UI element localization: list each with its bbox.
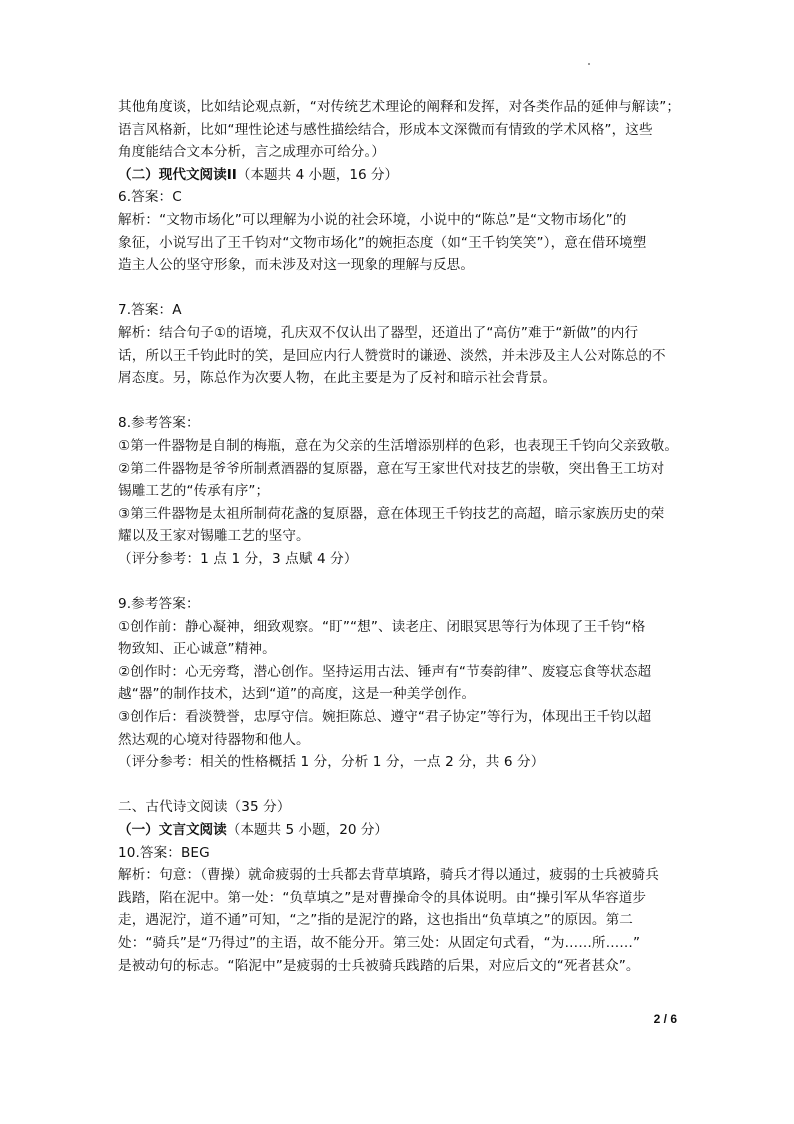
q8-line: ②第二件器物是爷爷所制煮酒器的复原器，意在写王家世代对技艺的崇敬，突出鲁王工坊对 [118,460,665,477]
q6-answer: 6.答案：C [118,189,182,206]
q9-scoring-note: （评分参考：相关的性格概括 1 分，分析 1 分，一点 2 分，共 6 分） [118,754,545,771]
intro-line: 语言风格新，比如“理性论述与感性描绘结合，形成本文深微而有情致的学术风格”，这些 [118,121,653,138]
q6-analysis-line: 造主人公的坚守形象，而未涉及对这一现象的理解与反思。 [118,257,475,274]
q8-line: ①第一件器物是自制的梅瓶，意在为父亲的生活增添别样的色彩，也表现王千钧向父亲致敬。 [118,437,679,454]
q7-answer: 7.答案：A [118,302,182,319]
q9-line: ②创作时：心无旁骛，潜心创作。坚持运用古法、锤声有“节奏韵律”、废寝忘食等状态超 [118,663,652,680]
q9-title: 9.参考答案： [118,596,200,613]
q10-analysis-line: 处：“骑兵”是“乃得过”的主语，故不能分开。第三处：从固定句式看，“为……所……” [118,934,641,951]
answer-content [118,96,681,977]
subsection-heading-title: （一）文言文阅读 [118,822,227,838]
q8-line: ③第三件器物是太祖所制荷花盏的复原器，意在体现王千钧技艺的高超，暗示家族历史的荣 [118,505,665,522]
intro-line: 其他角度谈，比如结论观点新，“对传统艺术理论的阐释和发挥，对各类作品的延伸与解读”； [118,99,681,115]
q6-analysis-line: 解析：“文物市场化”可以理解为小说的社会环境，小说中的“陈总”是“文物市场化”的 [118,211,627,228]
scan-dot [588,63,590,65]
section-heading-note: （本题共 4 小题，16 分） [236,166,399,183]
q9-line: 越“器”的制作技术，达到“道”的高度，这是一种美学创作。 [118,686,476,703]
intro-line: 角度能结合文本分析，言之成理亦可给分。） [118,144,386,161]
q8-scoring-note: （评分参考：1 点 1 分，3 点赋 4 分） [118,550,358,567]
q10-analysis-line: 解析：句意：（曹操）就命疲弱的士兵都去背草填路，骑兵才得以通过，疲弱的士兵被骑兵 [118,867,659,884]
q7-analysis-line: 解析：结合句子①的语境，孔庆双不仅认出了器型，还道出了“高仿”难于“新做”的内行 [118,324,639,341]
section-heading-title: （二）现代文阅读II [118,166,237,183]
subsection-heading-note: （本题共 5 小题，20 分） [226,822,389,838]
q10-analysis-line: 走，遇泥泞，道不通”可知，“之”指的是泥泞的路，这也指出“负草填之”的原因。第二 [118,912,633,929]
q7-analysis-line: 屑态度。另，陈总作为次要人物，在此主要是为了反衬和暗示社会背景。 [118,370,557,387]
q8-line: 耀以及王家对锡雕工艺的坚守。 [118,528,310,545]
q9-line: 物致知、正心诚意”精神。 [118,641,276,658]
q10-answer: 10.答案：BEG [118,844,210,861]
q8-line: 锡雕工艺的“传承有序”； [118,483,270,500]
subsection-heading [118,819,678,842]
q9-line: 然达观的心境对待器物和他人。 [118,731,310,748]
q9-line: ③创作后：看淡赞誉，忠厚守信。婉拒陈总、遵守“君子协定”等行为，体现出王千钧以超 [118,709,652,726]
q7-analysis-line: 话，所以王千钧此时的笑，是回应内行人赞赏时的谦逊、淡然，并未涉及主人公对陈总的不 [118,347,666,364]
section-heading [118,164,678,187]
q10-analysis-line: 是被动句的标志。“陷泥中”是疲弱的士兵被骑兵践踏的后果，对应后文的“死者甚众”。 [118,957,640,974]
q6-analysis-line: 象征，小说写出了王千钧对“文物市场化”的婉拒态度（如“王千钧笑笑”），意在借环境塑 [118,234,647,251]
page-number: 2 / 6 [653,1012,677,1026]
part-heading: 二、古代诗文阅读（35 分） [118,799,291,816]
q10-analysis-line: 践踏，陷在泥中。第一处：“负草填之”是对曹操命令的具体说明。由“操引军从华容道步 [118,889,647,906]
q8-title: 8.参考答案： [118,415,200,432]
q9-line: ①创作前：静心凝神，细致观察。“盯”“想”、读老庄、闭眼冥思等行为体现了王千钧“格 [118,618,646,635]
